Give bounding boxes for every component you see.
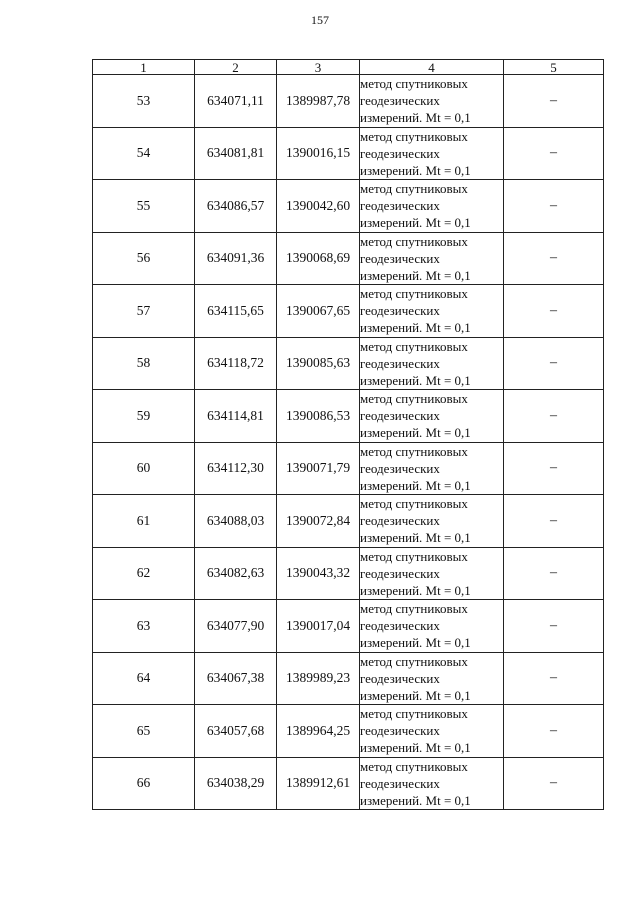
table-row bbox=[93, 652, 604, 705]
method-cell bbox=[360, 757, 504, 810]
method-line: геодезических bbox=[360, 775, 440, 791]
method-line: метод спутниковых bbox=[360, 181, 468, 196]
x-coordinate-cell: 634081,81 bbox=[195, 127, 277, 180]
method-line: геодезических bbox=[360, 565, 440, 581]
method-line: измерений. Mt = 0,1 bbox=[360, 477, 471, 493]
y-coordinate-cell: 1390016,15 bbox=[277, 127, 360, 180]
method-cell bbox=[360, 75, 504, 128]
method-line: метод спутниковых bbox=[360, 706, 468, 721]
y-coordinate-cell: 1390017,04 bbox=[277, 600, 360, 653]
method-cell bbox=[360, 285, 504, 338]
method-line: измерений. Mt = 0,1 bbox=[360, 215, 471, 230]
method-line: измерений. Mt = 0,1 bbox=[360, 635, 471, 650]
method-cell bbox=[360, 495, 504, 548]
note-cell: – bbox=[504, 495, 604, 548]
y-coordinate-cell: 1390067,65 bbox=[277, 285, 360, 338]
method-line: измерений. Mt = 0,1 bbox=[360, 530, 471, 545]
x-coordinate-cell: 634115,65 bbox=[195, 285, 277, 338]
method-line: измерений. Mt = 0,1 bbox=[360, 582, 471, 598]
method-cell bbox=[360, 337, 504, 390]
note-cell: – bbox=[504, 127, 604, 180]
table-row bbox=[93, 495, 604, 548]
method-line: геодезических bbox=[360, 355, 440, 371]
x-coordinate-cell: 634071,11 bbox=[195, 75, 277, 128]
method-line: геодезических bbox=[360, 198, 440, 213]
point-number-cell: 66 bbox=[93, 757, 195, 810]
table-header-row bbox=[93, 60, 604, 75]
method-line: геодезических bbox=[360, 618, 440, 633]
x-coordinate-cell: 634082,63 bbox=[195, 547, 277, 600]
table-row bbox=[93, 180, 604, 233]
method-line: геодезических bbox=[360, 93, 440, 108]
method-line: метод спутниковых bbox=[360, 286, 468, 301]
table-row bbox=[93, 705, 604, 758]
point-number-cell: 54 bbox=[93, 127, 195, 180]
note-cell: – bbox=[504, 757, 604, 810]
method-line: геодезических bbox=[360, 460, 440, 476]
point-number-cell: 64 bbox=[93, 652, 195, 705]
note-cell: – bbox=[504, 75, 604, 128]
x-coordinate-cell: 634077,90 bbox=[195, 600, 277, 653]
header-col-2: 2 bbox=[195, 60, 277, 75]
table-row bbox=[93, 390, 604, 443]
note-cell: – bbox=[504, 390, 604, 443]
y-coordinate-cell: 1390043,32 bbox=[277, 547, 360, 600]
x-coordinate-cell: 634091,36 bbox=[195, 232, 277, 285]
y-coordinate-cell: 1390085,63 bbox=[277, 337, 360, 390]
table-body bbox=[93, 75, 604, 810]
method-line: геодезических bbox=[360, 513, 440, 528]
method-line: измерений. Mt = 0,1 bbox=[360, 425, 471, 440]
note-cell: – bbox=[504, 547, 604, 600]
x-coordinate-cell: 634088,03 bbox=[195, 495, 277, 548]
table-row bbox=[93, 337, 604, 390]
method-line: геодезических bbox=[360, 303, 440, 318]
method-line: измерений. Mt = 0,1 bbox=[360, 320, 471, 335]
method-cell bbox=[360, 547, 504, 600]
note-cell: – bbox=[504, 600, 604, 653]
method-line: метод спутниковых bbox=[360, 601, 468, 616]
table-row bbox=[93, 232, 604, 285]
x-coordinate-cell: 634038,29 bbox=[195, 757, 277, 810]
header-col-4: 4 bbox=[360, 60, 504, 75]
note-cell: – bbox=[504, 180, 604, 233]
x-coordinate-cell: 634118,72 bbox=[195, 337, 277, 390]
y-coordinate-cell: 1390068,69 bbox=[277, 232, 360, 285]
method-line: геодезических bbox=[360, 145, 440, 161]
method-line: измерений. Mt = 0,1 bbox=[360, 740, 471, 755]
method-line: метод спутниковых bbox=[360, 443, 468, 459]
page-number: 157 bbox=[311, 13, 329, 27]
method-line: метод спутниковых bbox=[360, 391, 468, 406]
table-row bbox=[93, 442, 604, 495]
method-line: метод спутниковых bbox=[360, 653, 468, 669]
method-line: измерений. Mt = 0,1 bbox=[360, 162, 471, 178]
note-cell: – bbox=[504, 232, 604, 285]
method-line: измерений. Mt = 0,1 bbox=[360, 687, 471, 703]
method-cell bbox=[360, 180, 504, 233]
x-coordinate-cell: 634112,30 bbox=[195, 442, 277, 495]
point-number-cell: 55 bbox=[93, 180, 195, 233]
y-coordinate-cell: 1389964,25 bbox=[277, 705, 360, 758]
method-cell bbox=[360, 232, 504, 285]
method-cell bbox=[360, 390, 504, 443]
method-line: измерений. Mt = 0,1 bbox=[360, 267, 471, 283]
table-row bbox=[93, 285, 604, 338]
coordinates-table bbox=[92, 59, 604, 810]
method-line: измерений. Mt = 0,1 bbox=[360, 792, 471, 808]
point-number-cell: 53 bbox=[93, 75, 195, 128]
note-cell: – bbox=[504, 337, 604, 390]
point-number-cell: 57 bbox=[93, 285, 195, 338]
point-number-cell: 60 bbox=[93, 442, 195, 495]
x-coordinate-cell: 634067,38 bbox=[195, 652, 277, 705]
x-coordinate-cell: 634114,81 bbox=[195, 390, 277, 443]
note-cell: – bbox=[504, 652, 604, 705]
table-row bbox=[93, 547, 604, 600]
method-cell bbox=[360, 442, 504, 495]
method-line: геодезических bbox=[360, 670, 440, 686]
table-row bbox=[93, 600, 604, 653]
method-line: геодезических bbox=[360, 723, 440, 738]
table-row bbox=[93, 757, 604, 810]
table-row bbox=[93, 127, 604, 180]
note-cell: – bbox=[504, 285, 604, 338]
method-line: метод спутниковых bbox=[360, 338, 468, 354]
method-line: метод спутниковых bbox=[360, 76, 468, 91]
method-cell bbox=[360, 705, 504, 758]
y-coordinate-cell: 1389987,78 bbox=[277, 75, 360, 128]
x-coordinate-cell: 634086,57 bbox=[195, 180, 277, 233]
note-cell: – bbox=[504, 705, 604, 758]
y-coordinate-cell: 1390042,60 bbox=[277, 180, 360, 233]
method-cell bbox=[360, 600, 504, 653]
method-cell bbox=[360, 652, 504, 705]
y-coordinate-cell: 1389989,23 bbox=[277, 652, 360, 705]
table-row bbox=[93, 75, 604, 128]
y-coordinate-cell: 1390071,79 bbox=[277, 442, 360, 495]
point-number-cell: 65 bbox=[93, 705, 195, 758]
method-line: метод спутниковых bbox=[360, 548, 468, 564]
header-col-5: 5 bbox=[504, 60, 604, 75]
method-line: метод спутниковых bbox=[360, 496, 468, 511]
method-line: метод спутниковых bbox=[360, 758, 468, 774]
point-number-cell: 63 bbox=[93, 600, 195, 653]
header-col-1: 1 bbox=[93, 60, 195, 75]
method-line: геодезических bbox=[360, 250, 440, 266]
point-number-cell: 56 bbox=[93, 232, 195, 285]
y-coordinate-cell: 1390072,84 bbox=[277, 495, 360, 548]
point-number-cell: 58 bbox=[93, 337, 195, 390]
point-number-cell: 62 bbox=[93, 547, 195, 600]
header-col-3: 3 bbox=[277, 60, 360, 75]
method-line: метод спутниковых bbox=[360, 128, 468, 144]
point-number-cell: 61 bbox=[93, 495, 195, 548]
point-number-cell: 59 bbox=[93, 390, 195, 443]
method-cell bbox=[360, 127, 504, 180]
method-line: геодезических bbox=[360, 408, 440, 423]
note-cell: – bbox=[504, 442, 604, 495]
method-line: метод спутниковых bbox=[360, 233, 468, 249]
y-coordinate-cell: 1389912,61 bbox=[277, 757, 360, 810]
x-coordinate-cell: 634057,68 bbox=[195, 705, 277, 758]
method-line: измерений. Mt = 0,1 bbox=[360, 110, 471, 125]
y-coordinate-cell: 1390086,53 bbox=[277, 390, 360, 443]
method-line: измерений. Mt = 0,1 bbox=[360, 372, 471, 388]
